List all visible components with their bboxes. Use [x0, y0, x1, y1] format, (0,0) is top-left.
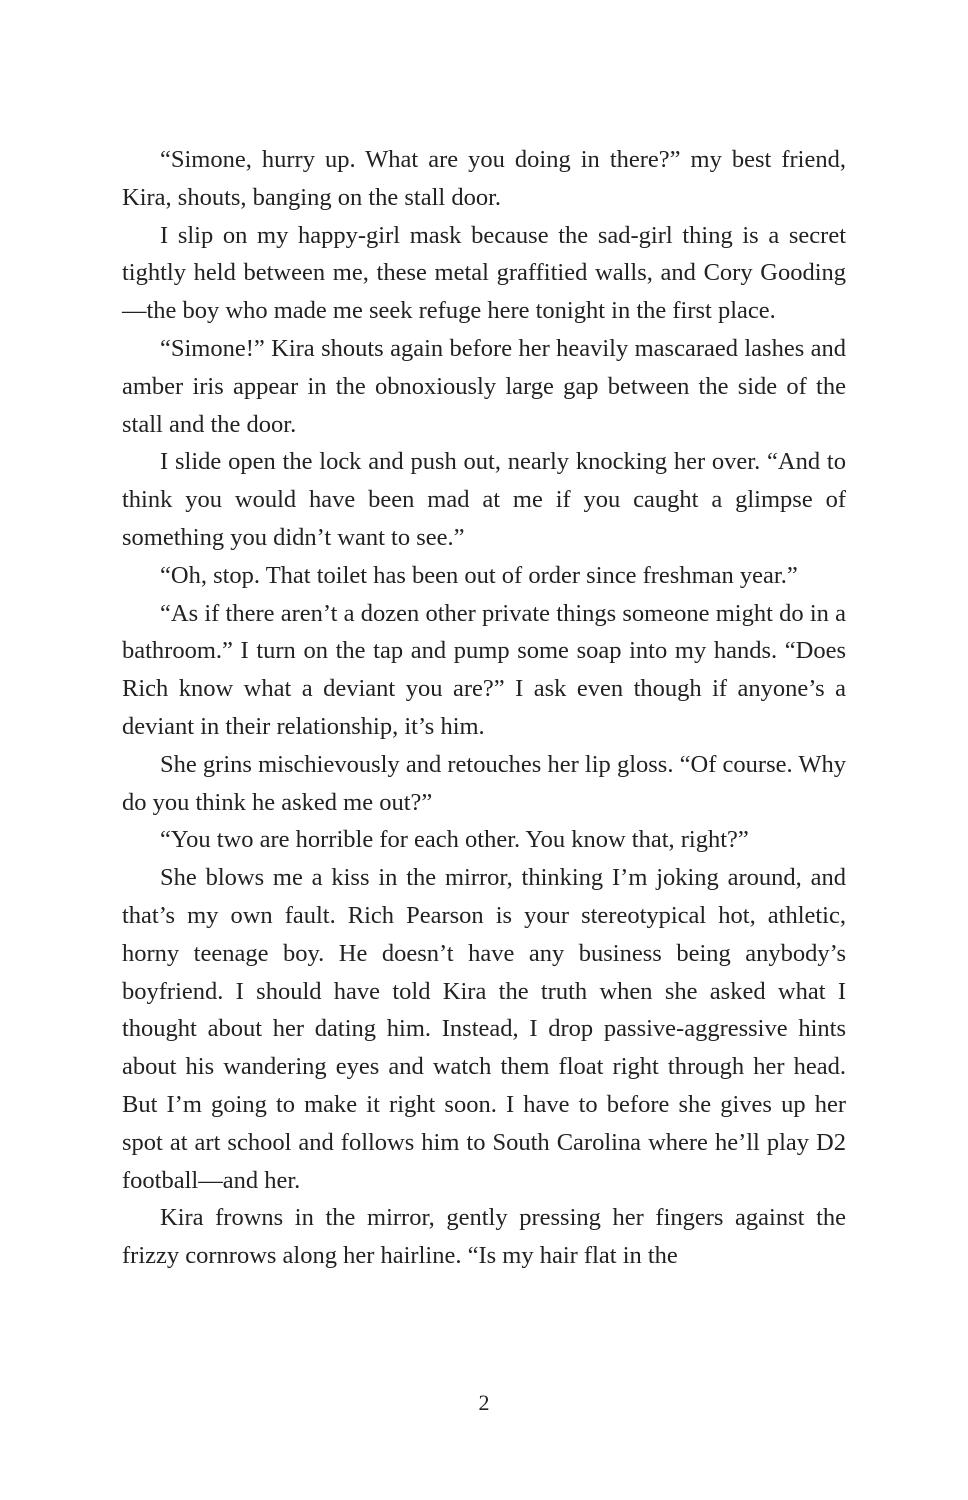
- paragraph: She blows me a kiss in the mirror, thinking I’m joking around, and that’s my own fault. Rich Pearson is your stereotypical hot, athletic, horny teenage boy. He doesn’t have any business being anybody’s boyfriend. I should have told Kira the truth when she asked what I thought about her dating him. Instead, I drop passive-aggressive hints about his wandering eyes and watch them float right through her head. But I’m going to make it right soon. I have to before she gives up her spot at art school and follows him to South Carolina where he’ll play D2 football—and her.: [122, 864, 846, 1194]
- paragraph: “Simone, hurry up. What are you doing in there?” my best friend, Kira, shouts, banging on the stall door.: [122, 146, 846, 211]
- paragraph: “As if there aren’t a dozen other private things someone might do in a bathroom.” I turn on the tap and pump some soap into my hands. “Does Rich know what a deviant you are?” I ask even though if anyone’s a deviant in their relationship, it’s him.: [122, 599, 846, 740]
- paragraph: “You two are horrible for each other. You know that, right?”: [160, 826, 749, 854]
- paragraph: “Simone!” Kira shouts again before her heavily mascaraed lashes and amber iris appear in the obnoxiously large gap between the side of the stall and the door.: [122, 334, 846, 438]
- paragraph: “Oh, stop. That toilet has been out of order since freshman year.”: [160, 561, 798, 589]
- paragraph: Kira frowns in the mirror, gently pressing her fingers against the frizzy cornrows along her hairline. “Is my hair flat in the: [122, 1204, 846, 1270]
- paragraph: I slide open the lock and push out, nearly knocking her over. “And to think you would have been mad at me if you caught a glimpse of something you didn’t want to see.”: [122, 448, 846, 551]
- page-number: 2: [478, 1390, 490, 1415]
- body-text: [122, 141, 846, 1275]
- paragraph: I slip on my happy-girl mask because the sad-girl thing is a secret tightly held between me, these metal graffitied walls, and Cory Gooding—the boy who made me seek refuge here tonight in the first place.: [122, 221, 846, 325]
- paragraph: She grins mischievously and retouches her lip gloss. “Of course. Why do you think he asked me out?”: [122, 750, 846, 816]
